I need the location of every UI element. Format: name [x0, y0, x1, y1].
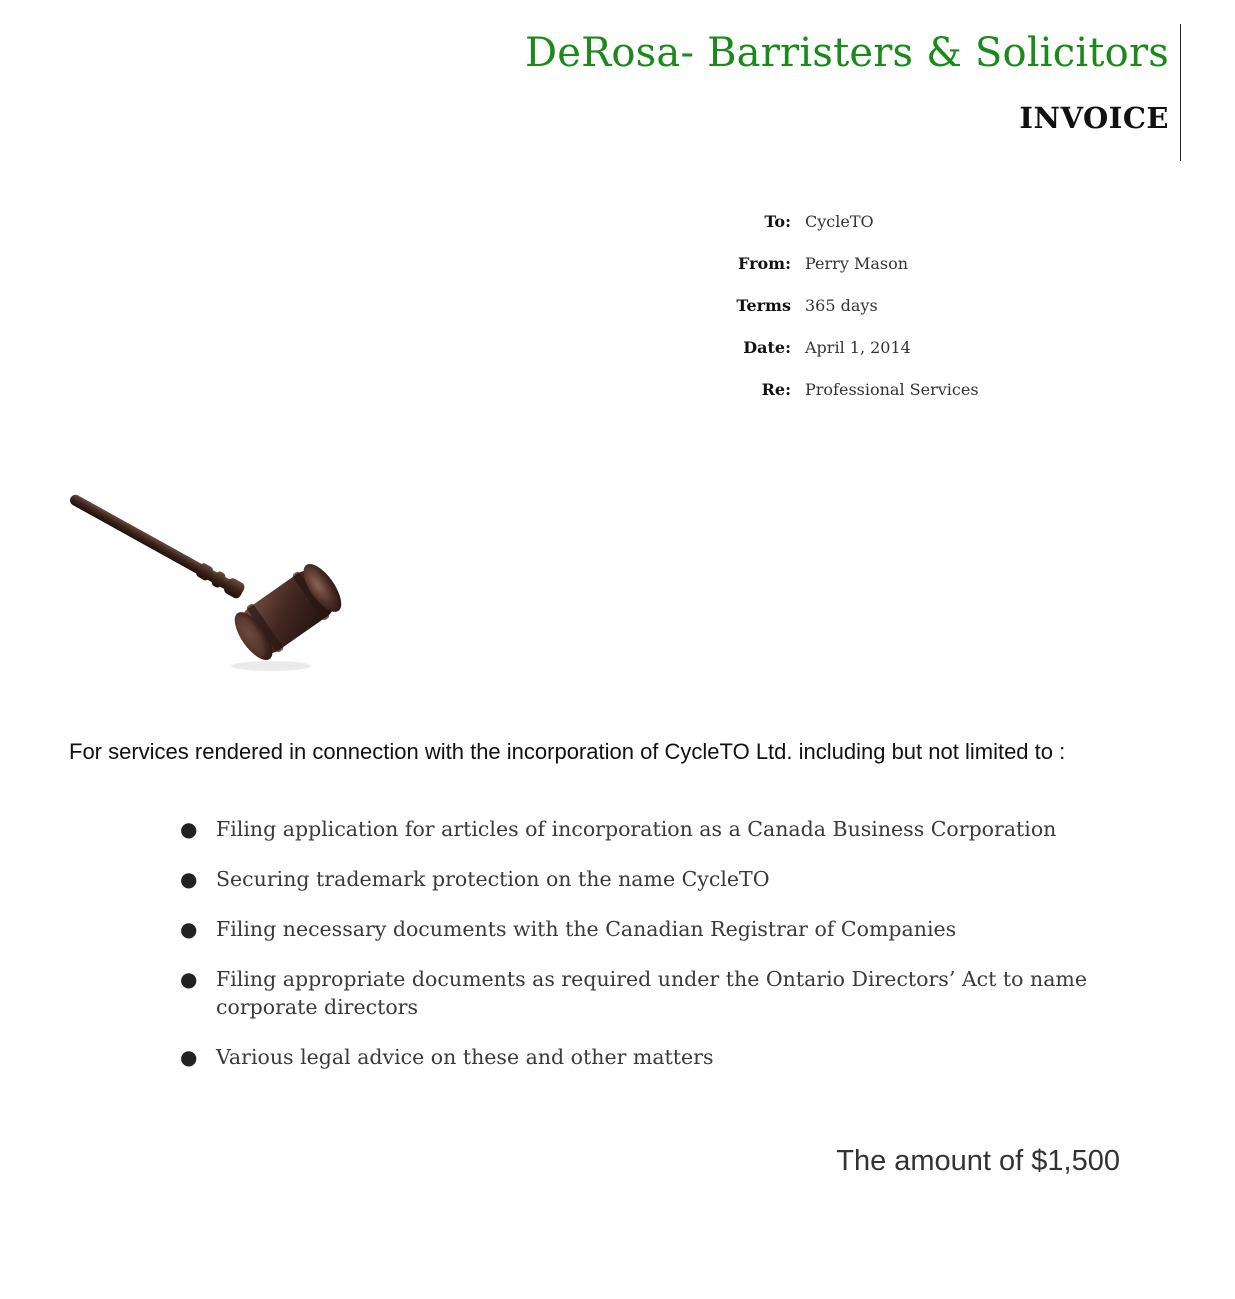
list-item — [178, 815, 1168, 843]
service-text: Filing necessary documents with the Canadian Registrar of Companies — [216, 917, 957, 941]
document-title: INVOICE — [1019, 101, 1169, 135]
bullet-icon: ● — [180, 867, 198, 891]
meta-label: Date: — [743, 338, 791, 357]
list-item — [178, 1043, 1168, 1071]
meta-value: Professional Services — [805, 380, 979, 399]
meta-label: From: — [737, 254, 791, 273]
bullet-icon: ● — [180, 967, 198, 991]
bullet-icon: ● — [180, 1045, 198, 1069]
meta-value: 365 days — [805, 296, 878, 315]
meta-row-re — [700, 380, 1120, 422]
bullet-icon: ● — [180, 817, 198, 841]
gavel-icon — [66, 488, 348, 678]
service-text: Filing application for articles of incorporation as a Canada Business Corporation — [216, 817, 1057, 841]
firm-name: DeRosa- Barristers & Solicitors — [524, 30, 1169, 76]
amount-due: The amount of $1,500 — [836, 1145, 1120, 1177]
meta-row-from — [700, 254, 1120, 296]
services-intro: For services rendered in connection with the incorporation of CycleTO Ltd. including but not limited to : — [69, 739, 1066, 764]
meta-value: April 1, 2014 — [805, 338, 911, 357]
meta-row-terms — [700, 296, 1120, 338]
service-text: Securing trademark protection on the name CycleTO — [216, 867, 770, 891]
header-divider — [1180, 24, 1181, 161]
list-item — [178, 915, 1168, 943]
meta-row-date — [700, 338, 1120, 380]
meta-label: Terms — [736, 296, 791, 315]
meta-label: Re: — [761, 380, 791, 399]
service-text: Filing appropriate documents as required under the Ontario Directors’ Act to name corporate directors — [216, 967, 1087, 1019]
meta-value: Perry Mason — [805, 254, 909, 273]
bullet-icon: ● — [180, 917, 198, 941]
meta-row-to — [700, 212, 1120, 254]
meta-value: CycleTO — [805, 212, 874, 231]
list-item — [178, 965, 1168, 1021]
invoice-details — [700, 212, 1120, 422]
list-item — [178, 865, 1168, 893]
meta-label: To: — [764, 212, 791, 231]
services-list — [178, 815, 1168, 1093]
service-text: Various legal advice on these and other matters — [216, 1045, 714, 1069]
